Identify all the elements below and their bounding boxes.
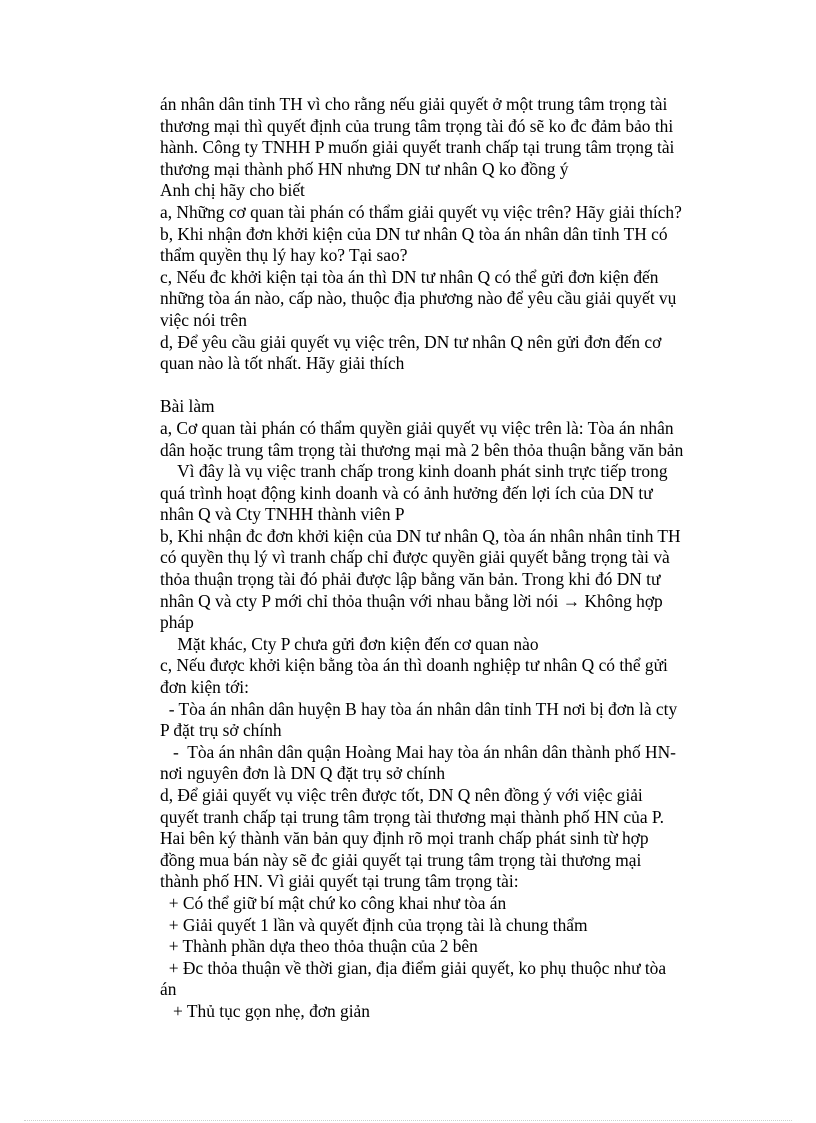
answer-d: d, Để giải quyết vụ việc trên được tốt, DN Q nên đồng ý với việc giải — [160, 785, 643, 805]
answer-heading: Bài làm — [160, 396, 215, 417]
text-line: thành phố HN. Vì giải quyết tại trung tâm trọng tài: — [160, 871, 519, 892]
list-item: + Có thể giữ bí mật chứ ko công khai như tòa án — [160, 892, 507, 913]
answer-c: c, Nếu được khởi kiện bằng tòa án thì doanh nghiệp tư nhân Q có thể gửi — [160, 655, 668, 676]
text-line: án nhân dân tỉnh TH vì cho rằng nếu giải quyết ở một trung tâm trọng tài — [160, 94, 668, 114]
text-line: thỏa thuận trọng tài đó phải được lập bằng văn bản. Trong khi đó DN tư — [160, 569, 661, 590]
blank-line — [160, 375, 760, 397]
question-c: c, Nếu đc khởi kiện tại tòa án thì DN tư nhân Q có thể gửi đơn kiện đến — [160, 266, 659, 287]
text-line: pháp — [160, 612, 194, 633]
text-line: Vì đây là vụ việc tranh chấp trong kinh doanh phát sinh trực tiếp trong — [160, 461, 668, 482]
list-item: + Thành phần dựa theo thỏa thuận của 2 bên — [160, 936, 478, 957]
list-item: - Tòa án nhân dân quận Hoàng Mai hay tòa án nhân dân thành phố HN- — [160, 741, 676, 762]
text-line: nơi nguyên đơn là DN Q đặt trụ sở chính — [160, 763, 446, 784]
text-line: việc nói trên — [160, 309, 247, 330]
text-line: thương mại thành phố HN nhưng DN tư nhân Q ko đồng ý — [160, 158, 569, 179]
answer-a: a, Cơ quan tài phán có thẩm quyền giải quyết vụ việc trên là: Tòa án nhân — [160, 417, 674, 438]
list-item: + Giải quyết 1 lần và quyết định của trọng tài là chung thẩm — [160, 914, 588, 935]
text-line: quan nào là tốt nhất. Hãy giải thích — [160, 353, 405, 374]
list-item: + Đc thỏa thuận về thời gian, địa điểm giải quyết, ko phụ thuộc như tòa — [160, 957, 667, 978]
text-line: nhân Q và cty P mới chỉ thỏa thuận với nhau bằng lời nói → Không hợp — [160, 590, 663, 611]
text-line: thương mại thì quyết định của trung tâm trọng tài đó sẽ ko đc đảm bảo thi — [160, 115, 674, 136]
question-d: d, Để yêu cầu giải quyết vụ việc trên, DN tư nhân Q nên gửi đơn đến cơ — [160, 331, 662, 352]
text-line: P đặt trụ sở chính — [160, 720, 282, 741]
question-a: a, Những cơ quan tài phán có thẩm giải quyết vụ việc trên? Hãy giải thích? — [160, 201, 682, 222]
text-line: Hai bên ký thành văn bản quy định rõ mọi tranh chấp phát sinh từ hợp — [160, 828, 649, 849]
text-line: án — [160, 979, 177, 1000]
text-line: hành. Công ty TNHH P muốn giải quyết tranh chấp tại trung tâm trọng tài — [160, 137, 675, 158]
answer-b: b, Khi nhận đc đơn khởi kiện của DN tư nhân Q, tòa án nhân nhân tỉnh TH — [160, 525, 681, 546]
text-line: quá trình hoạt động kinh doanh và có ảnh hưởng đến lợi ích của DN tư — [160, 482, 653, 503]
list-item: + Thủ tục gọn nhẹ, đơn giản — [160, 1000, 370, 1021]
page-bottom-divider — [24, 1120, 792, 1121]
text-line: thẩm quyền thụ lý hay ko? Tại sao? — [160, 245, 408, 266]
question-prompt: Anh chị hãy cho biết — [160, 180, 305, 201]
text-line: quyết tranh chấp tại trung tâm trọng tài thương mại thành phố HN của P. — [160, 806, 665, 827]
text-line: đơn kiện tới: — [160, 677, 249, 698]
text-line: dân hoặc trung tâm trọng tài thương mại mà 2 bên thỏa thuận bằng văn bản — [160, 439, 684, 460]
list-item: - Tòa án nhân dân huyện B hay tòa án nhân dân tỉnh TH nơi bị đơn là cty — [160, 698, 678, 719]
text-line: nhân Q và Cty TNHH thành viên P — [160, 504, 405, 525]
question-b: b, Khi nhận đơn khởi kiện của DN tư nhân Q tòa án nhân dân tỉnh TH có — [160, 223, 668, 244]
document-body — [160, 94, 760, 1023]
text-line: Mặt khác, Cty P chưa gửi đơn kiện đến cơ quan nào — [160, 633, 539, 654]
text-line: những tòa án nào, cấp nào, thuộc địa phương nào để yêu cầu giải quyết vụ — [160, 288, 677, 309]
text-line: có quyền thụ lý vì tranh chấp chỉ được quyền giải quyết bằng trọng tài và — [160, 547, 670, 568]
text-line: đồng mua bán này sẽ đc giải quyết tại trung tâm trọng tài thương mại — [160, 849, 642, 870]
